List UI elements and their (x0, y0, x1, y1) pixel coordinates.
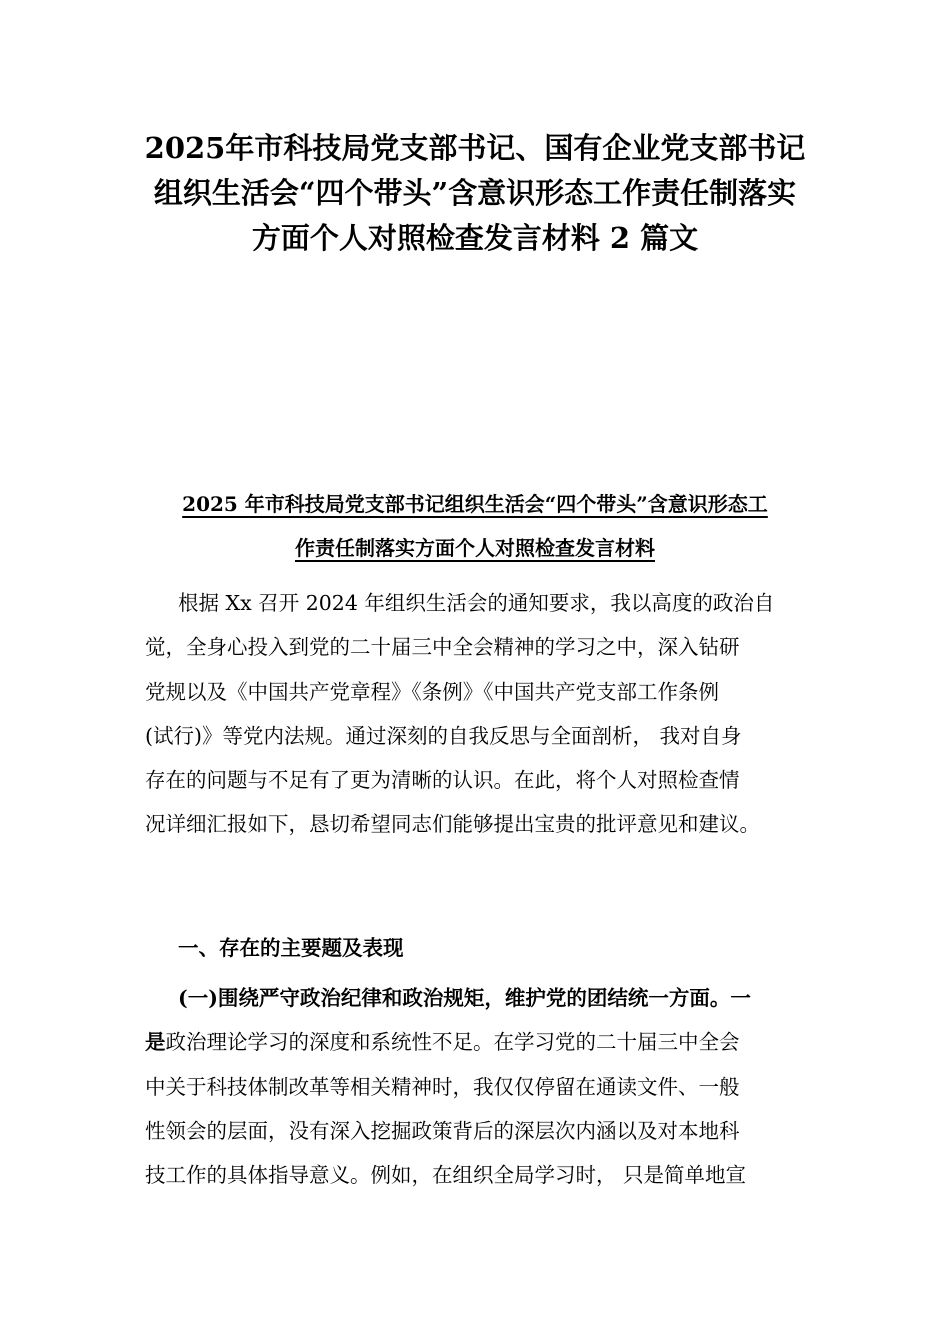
section-paragraph (145, 976, 835, 1197)
paragraph-line: 中关于科技体制改革等相关精神时，我仅仅停留在通读文件、一般 (145, 1074, 740, 1099)
section-heading: 一、存在的主要题及表现 (178, 936, 404, 960)
main-title-line: 方面个人对照检查发言材料 2 篇文 (251, 221, 699, 255)
paragraph-line: 性领会的层面，没有深入挖掘政策背后的深层次内涵以及对本地科 (145, 1118, 740, 1143)
article-title (110, 482, 840, 570)
intro-paragraph (145, 581, 835, 847)
main-title-line: 2025年市科技局党支部书记、国有企业党支部书记 (144, 131, 806, 165)
article-title-line: 2025 年市科技局党支部书记组织生活会“四个带头”含意识形态工 (182, 492, 768, 516)
paragraph-line: 党规以及《中国共产党章程》《条例》《中国共产党支部工作条例 (145, 679, 719, 704)
paragraph-line: 技工作的具体指导意义。例如，在组织全局学习时， 只是简单地宣 (145, 1163, 747, 1188)
paragraph-line: 况详细汇报如下，恳切希望同志们能够提出宝贵的批评意见和建议。 (145, 812, 760, 837)
article-title-line: 作责任制落实方面个人对照检查发言材料 (295, 536, 655, 560)
paragraph-line: 觉，全身心投入到党的二十届三中全会精神的学习之中，深入钻研 (145, 635, 740, 660)
document-main-title (120, 126, 830, 261)
paragraph-line: 根据 Xx 召开 2024 年组织生活会的通知要求，我以高度的政治自 (178, 591, 775, 615)
paragraph-line: (一)围绕严守政治纪律和政治规矩，维护党的团结统一方面。一 (178, 986, 751, 1010)
paragraph-line: 存在的问题与不足有了更为清晰的认识。在此，将个人对照检查情 (145, 768, 740, 793)
paragraph-line: (试行)》等党内法规。通过深刻的自我反思与全面剖析， 我对自身 (145, 723, 742, 748)
main-title-line: 组织生活会“四个带头”含意识形态工作责任制落实 (153, 176, 797, 210)
paragraph-line: 是政治理论学习的深度和系统性不足。在学习党的二十届三中全会 (145, 1030, 740, 1055)
